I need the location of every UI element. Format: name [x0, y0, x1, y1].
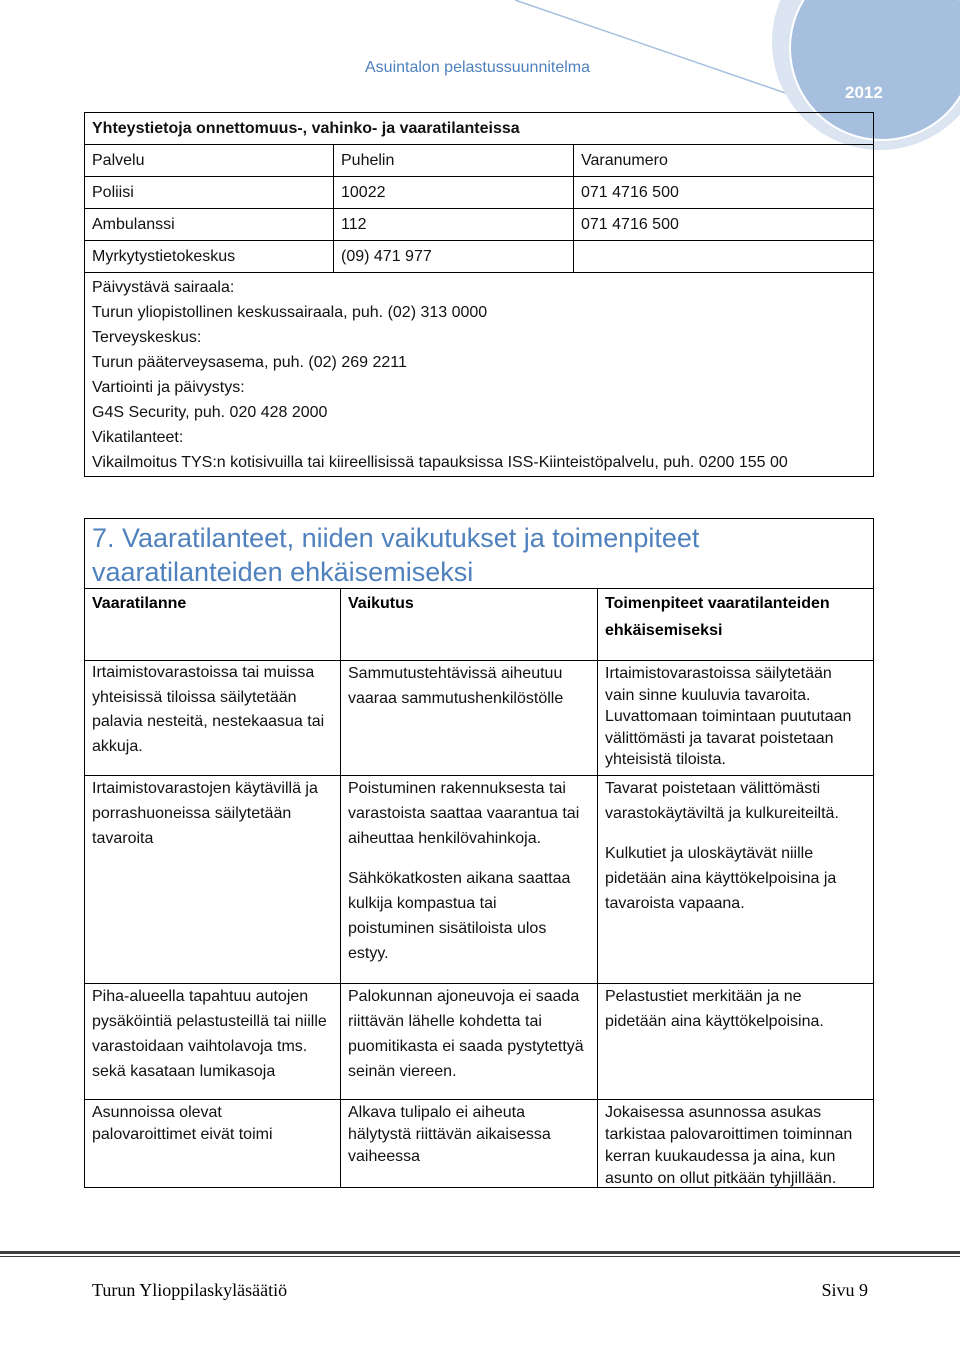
cell-paragraph: [92, 661, 340, 759]
contacts-detail-line: Vartiointi ja päivystys:: [92, 379, 245, 396]
contacts-cell-phone: (09) 471 977: [333, 241, 573, 272]
cell-line: Piha-alueella tapahtuu autojen: [92, 988, 309, 1005]
contacts-header-row: [85, 145, 873, 177]
cell-line: poistuminen sisätiloista ulos: [348, 920, 547, 937]
cell-line: yhteisistä tiloista.: [605, 751, 726, 768]
cell-line: tavaroista vapaana.: [605, 895, 745, 912]
situation-cell: [85, 984, 340, 1099]
contacts-row: [85, 241, 873, 273]
header-situation: Vaaratilanne: [92, 595, 187, 612]
cell-line: vain sinne kuuluvia tavaroita.: [605, 686, 811, 704]
decorative-line: [515, 0, 800, 98]
cell-line: Alkava tulipalo ei aiheuta: [348, 1104, 526, 1121]
section-heading-line: 7. Vaaratilanteet, niiden vaikutukset ja toimenpiteet: [92, 523, 700, 553]
cell-paragraph: [605, 776, 873, 826]
effect-cell: [340, 776, 597, 983]
cell-line: varastokäytäviltä ja kulkureiteiltä.: [605, 805, 839, 822]
cell-line: aiheuttaa henkilövahinkoja.: [348, 830, 542, 847]
cell-line: akkuja.: [92, 737, 143, 755]
situation-cell: [85, 661, 340, 775]
contacts-cell-service: Myrkytystietokeskus: [92, 248, 236, 265]
contacts-header-backup-number: Varanumero: [573, 145, 873, 176]
cell-paragraph: [348, 984, 597, 1084]
cell-paragraph: [92, 1102, 340, 1146]
contacts-table: [84, 112, 874, 477]
contacts-detail-line: Turun yliopistollinen keskussairaala, puh. (02) 313 0000: [92, 304, 488, 321]
year-label: 2012: [845, 83, 883, 102]
contacts-detail-line: Vikailmoitus TYS:n kotisivuilla tai kiireellisissä tapauksissa ISS-Kiinteistöpalvelu, puh. 0200 155 00: [92, 454, 788, 471]
contacts-row: [85, 177, 873, 209]
cell-paragraph: [348, 866, 597, 966]
effect-cell: [340, 661, 597, 775]
cell-line: Sammutustehtävissä aiheutuu: [348, 665, 563, 682]
contacts-cell-backup-number: [573, 241, 873, 272]
contacts-cell-phone: 112: [333, 209, 573, 240]
contacts-header-service: Palvelu: [92, 152, 145, 169]
cell-line: Irtaimistovarastojen käytävillä ja: [92, 780, 318, 797]
contacts-cell-service: Ambulanssi: [92, 216, 175, 233]
cell-line: sekä kasataan lumikasoja: [92, 1063, 276, 1080]
section-heading-line: vaaratilanteiden ehkäisemiseksi: [92, 557, 474, 587]
cell-line: Kulkutiet ja uloskäytävät niille: [605, 845, 814, 862]
cell-paragraph: [348, 776, 597, 851]
cell-line: asunto on ollut pitkään tyhjillään.: [605, 1170, 837, 1187]
cell-paragraph: [605, 663, 873, 771]
cell-line: riittävän lähelle kohdetta tai: [348, 1013, 542, 1030]
effect-cell: [340, 984, 597, 1099]
action-cell: [597, 1100, 873, 1187]
cell-line: välittömästi ja tavarat poistetaan: [605, 729, 834, 747]
cell-line: Sähkökatkosten aikana saattaa: [348, 870, 571, 887]
cell-line: pidetään aina käyttökelpoisina.: [605, 1013, 824, 1030]
cell-line: yhteisissä tiloissa säilytetään: [92, 688, 297, 706]
cell-line: vaaraa sammutushenkilöstölle: [348, 690, 564, 707]
header-action: Toimenpiteet vaaratilanteiden ehkäisemiseksi: [597, 589, 873, 660]
running-header-title: Asuintalon pelastussuunnitelma: [365, 59, 591, 76]
action-cell: [597, 661, 873, 775]
section-heading: [85, 519, 873, 589]
cell-line: vaiheessa: [348, 1148, 421, 1165]
footer-rule: [0, 1251, 960, 1254]
contacts-cell-service: Poliisi: [92, 184, 134, 201]
footer-organization: Turun Ylioppilaskyläsäätiö: [92, 1280, 288, 1300]
cell-paragraph: [605, 984, 873, 1034]
cell-line: Luvattomaan toimintaan puututaan: [605, 708, 852, 725]
action-cell: [597, 984, 873, 1099]
cell-line: tarkistaa palovaroittimen toiminnan: [605, 1126, 853, 1143]
hazards-row: [85, 1100, 873, 1187]
footer-rule-thin: [0, 1256, 960, 1257]
cell-line: estyy.: [348, 945, 389, 962]
hazards-header-row: [85, 589, 873, 661]
contacts-table-title: Yhteystietoja onnettomuus-, vahinko- ja vaaratilanteissa: [85, 113, 873, 145]
contacts-details-cell: [85, 273, 873, 475]
cell-line: kulkija kompastua tai: [348, 895, 497, 912]
cell-line: Poistuminen rakennuksesta tai: [348, 780, 566, 797]
cell-line: Irtaimistovarastoissa tai muissa: [92, 664, 315, 681]
cell-line: porrashuoneissa säilytetään: [92, 805, 292, 822]
contacts-detail-line: Päivystävä sairaala:: [92, 279, 235, 296]
cell-line: Jokaisessa asunnossa asukas: [605, 1104, 822, 1121]
cell-line: pidetään aina käyttökelpoisina ja: [605, 870, 837, 887]
cell-paragraph: [348, 661, 597, 711]
hazards-row: [85, 776, 873, 984]
hazards-row: [85, 984, 873, 1100]
effect-cell: [340, 1100, 597, 1187]
header-effect: Vaikutus: [340, 589, 597, 660]
cell-line: kerran kuukaudessa ja aina, kun: [605, 1148, 836, 1165]
cell-line: tavaroita: [92, 830, 154, 847]
cell-paragraph: [92, 984, 340, 1084]
situation-cell: [85, 1100, 340, 1187]
cell-line: puomitikasta ei saada pystytettyä: [348, 1038, 584, 1055]
contacts-cell-backup-number: 071 4716 500: [573, 177, 873, 208]
contacts-detail-line: Vikatilanteet:: [92, 429, 184, 446]
cell-line: Tavarat poistetaan välittömästi: [605, 780, 821, 797]
hazards-table: [84, 518, 874, 1188]
footer-page-number: Sivu 9: [821, 1280, 868, 1300]
contacts-detail-line: Terveyskeskus:: [92, 329, 202, 346]
cell-paragraph: [348, 1102, 597, 1168]
cell-line: Palokunnan ajoneuvoja ei saada: [348, 988, 580, 1005]
contacts-cell-backup-number: 071 4716 500: [573, 209, 873, 240]
cell-line: Pelastustiet merkitään ja ne: [605, 988, 802, 1005]
cell-line: Irtaimistovarastoissa säilytetään: [605, 665, 832, 682]
contacts-detail-line: G4S Security, puh. 020 428 2000: [92, 404, 328, 421]
cell-line: pysäköintiä pelastusteillä tai niille: [92, 1013, 327, 1030]
cell-line: palovaroittimet eivät toimi: [92, 1126, 273, 1143]
situation-cell: [85, 776, 340, 983]
contacts-header-phone: Puhelin: [333, 145, 573, 176]
cell-line: hälytystä riittävän aikaisessa: [348, 1126, 551, 1143]
cell-paragraph: [605, 841, 873, 916]
cell-line: varastoista saattaa vaarantua tai: [348, 805, 580, 822]
cell-line: varastoidaan vaihtolavoja tms.: [92, 1038, 308, 1055]
contacts-detail-line: Turun pääterveysasema, puh. (02) 269 2211: [92, 354, 407, 371]
cell-paragraph: [92, 776, 340, 851]
action-cell: [597, 776, 873, 983]
contacts-row: [85, 209, 873, 241]
cell-line: palavia nesteitä, nestekaasua tai: [92, 713, 325, 730]
contacts-cell-phone: 10022: [333, 177, 573, 208]
hazards-row: [85, 661, 873, 776]
cell-paragraph: [605, 1102, 873, 1190]
cell-line: seinän viereen.: [348, 1063, 457, 1080]
cell-line: Asunnoissa olevat: [92, 1104, 222, 1121]
